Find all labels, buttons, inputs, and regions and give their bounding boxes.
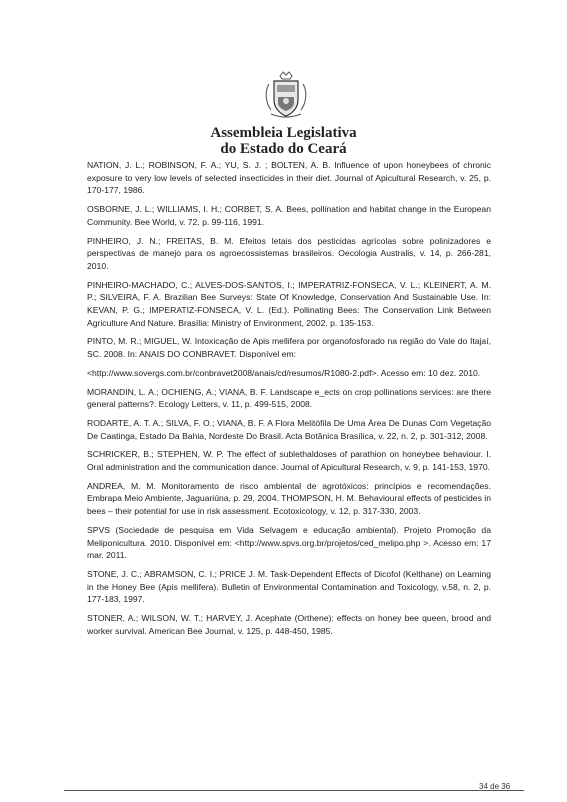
- reference-entry: PINHEIRO-MACHADO, C.; ALVES-DOS-SANTOS, I.; IMPERATRIZ-FONSECA, V. L.; KLEINERT, A. M. P.; SILVEIRA, F. A. Brazilian Bee Surveys: State Of Knowledge, Conservation And Sustainable Use. In: KEVAN, P. G.; IMPERATIZ-FONSECA, V. L. (Ed.). Pollinating Bees: The Conservation Link Between Agriculture And Nature. Brasília: Ministry of Environment, 2002. p. 135-153.: [87, 279, 491, 328]
- reference-entry: <http://www.sovergs.com.br/conbravet2008/anais/cd/resumos/R1080-2.pdf>. Acesso em: 10 dez. 2010.: [87, 367, 481, 378]
- footer-divider: [64, 790, 524, 791]
- reference-entry: MORANDIN, L. A.; OCHIENG, A.; VIANA, B. F. Landscape e_ects on crop pollinations services: are there general patterns?. Ecology Letters, v. 11, p. 499-515, 2008.: [87, 386, 491, 410]
- reference-entry: ANDREA, M. M. Monitoramento de risco ambiental de agrotóxicos: princípios e recomendações. Embrapa Meio Ambiente, Jaguariúna, p. 29, 2004. THOMPSON, H. M. Behavioural effects of pesticides in bees – their potential for use in risk assessment. Ecotoxicology, v. 12, p. 317-330, 2003.: [87, 480, 491, 517]
- reference-entry: STONE, J. C.; ABRAMSON, C. I.; PRICE J. M. Task-Dependent Effects of Dicofol (Kelthane) on Learning in the Honey Bee (Apis mellifera). Bulletin of Environmental Contamination and Toxicology, v.58, n. 2, p. 177-183, 1997.: [87, 568, 491, 605]
- page-number: 34 de 36: [479, 782, 511, 791]
- reference-entry: PINTO, M. R.; MIGUEL, W. Intoxicação de Apis mellifera por organofosforado na região do Vale do Itajaí, SC. 2008. In: ANAIS DO CONBRAVET. Disponível em:: [87, 336, 491, 360]
- reference-entry: SPVS (Sociedade de pesquisa em Vida Selvagem e educação ambiental). Projeto Promoção da Meliponicultura. 2010. Disponível em: <http://www.spvs.org.br/projetos/ced_melipo.php >. Acesso em: 17 mar. 2011.: [87, 524, 491, 561]
- reference-entry: SCHRICKER, B.; STEPHEN, W. P. The effect of sublethaldoses of parathion on honeybee behaviour. I. Oral administration and the communication dance. Journal of Apicultural Research, v. 9, p. 141-153, 1970.: [87, 449, 491, 473]
- organization-name: Assembleia Legislativa: [210, 125, 357, 141]
- reference-entry: RODARTE, A. T. A.; SILVA, F. O.; VIANA, B. F. A Flora Melitófila De Uma Área De Dunas Com Vegetação De Caatinga, Estado Da Bahia, Nordeste Do Brasil. Acta Botânica Brasílica, v. 22, n. 2, p. 301-312, 2008.: [87, 417, 491, 441]
- organization-subtitle: do Estado do Ceará: [220, 141, 347, 157]
- reference-entry: PINHEIRO, J. N.; FREITAS, B. M. Efeitos letais dos pesticidas agrícolas sobre polinizadores e perspectivas de manejo para os agroecossistemas brasileiros. Oecologia Australis, v. 14, p. 266-281, 2010.: [87, 235, 491, 271]
- reference-entry: NATION, J. L.; ROBINSON, F. A.; YU, S. J. ; BOLTEN, A. B. Influence of upon honeybees of chronic exposure to very low levels of selected insecticides in their diet. Journal of Apicultural Research, v. 25, p. 170-177, 1986.: [87, 160, 491, 196]
- reference-entry: OSBORNE, J. L.; WILLIAMS, I. H.; CORBET, S. A. Bees, pollination and habitat change in the European Community. Bee World, v. 72, p. 99-116, 1991.: [87, 204, 491, 227]
- reference-entry: STONER, A.; WILSON, W. T.; HARVEY, J. Acephate (Orthene): effects on honey bee queen, brood and worker survival. American Bee Journal, v. 125, p. 448-450, 1985.: [87, 613, 491, 636]
- state-coat-of-arms-icon: [263, 70, 309, 120]
- reference-list: [87, 159, 491, 644]
